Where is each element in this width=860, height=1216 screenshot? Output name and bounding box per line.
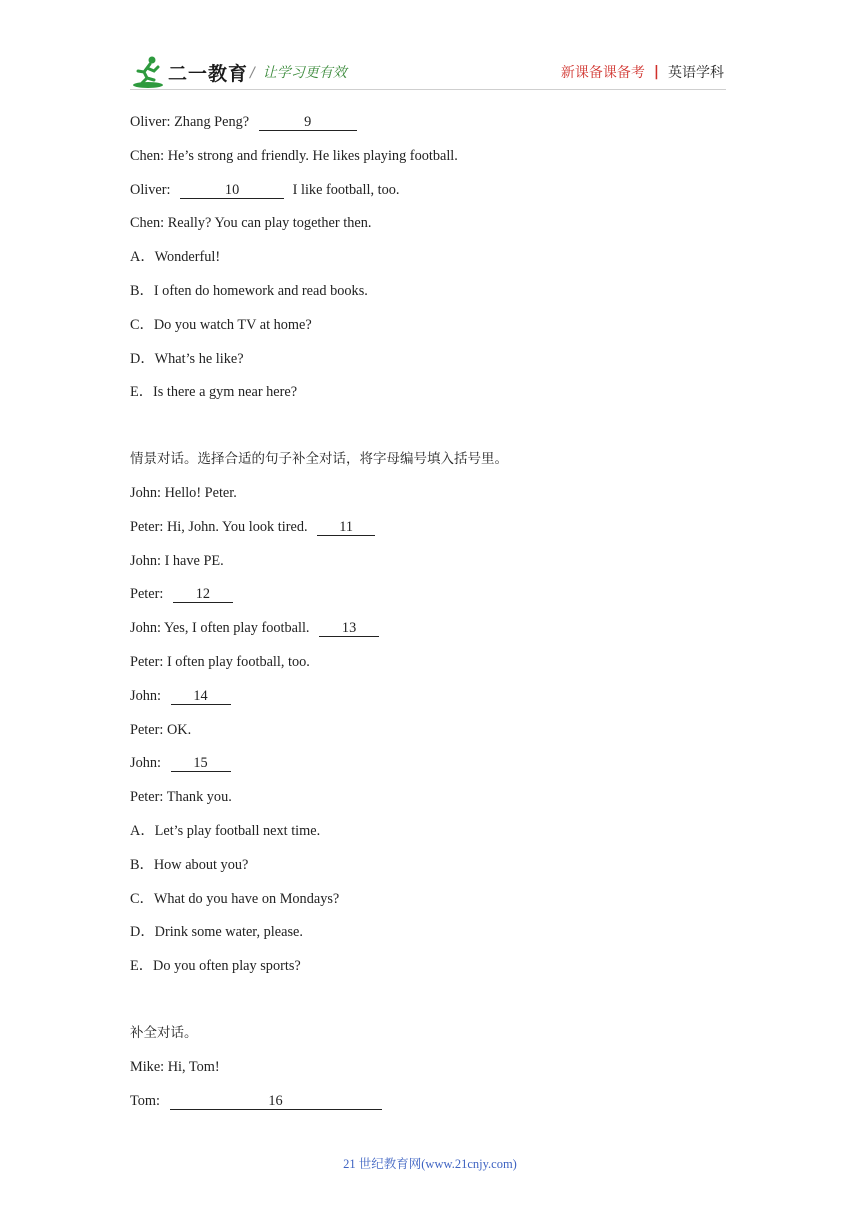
- answer-blank[interactable]: 12: [173, 586, 233, 603]
- header-left-label: 新课备课备考: [560, 65, 645, 81]
- dialogue-line: Chen: He’s strong and friendly. He likes playing football.: [130, 147, 458, 164]
- option-item: A．Wonderful!: [130, 249, 221, 266]
- header-divider: |: [653, 64, 659, 80]
- page-footer: 21 世纪教育网(www.21cnjy.com): [343, 1157, 517, 1171]
- option-item: B．How about you?: [130, 856, 249, 873]
- dialogue-line: Peter: OK.: [130, 721, 192, 738]
- answer-blank[interactable]: 13: [319, 620, 379, 637]
- dialogue-line: Peter: I often play football, too.: [130, 653, 310, 670]
- dialogue-line: Chen: Really? You can play together then.: [130, 215, 372, 232]
- option-item: C．What do you have on Mondays?: [130, 890, 340, 907]
- section-instruction: 补全对话。: [130, 1024, 198, 1041]
- option-item: D．What’s he like?: [130, 350, 244, 367]
- page-header: [130, 54, 726, 90]
- answer-blank[interactable]: 15: [171, 755, 231, 772]
- dialogue-line: Oliver: 10 I like football, too.: [130, 181, 400, 198]
- dialogue-line: John: Yes, I often play football. 13: [130, 618, 730, 652]
- answer-blank[interactable]: 10: [180, 182, 284, 199]
- dialogue-line: Peter: 12: [130, 584, 730, 618]
- dialogue-line: John: 15: [130, 753, 730, 787]
- dialogue-line: Peter: Thank you.: [130, 789, 232, 806]
- option-item: D．Drink some water, please.: [130, 924, 303, 941]
- answer-blank[interactable]: 16: [170, 1093, 382, 1110]
- document-body: [130, 112, 730, 1124]
- dialogue-line: John: I have PE.: [130, 552, 224, 569]
- dialogue-line: John: Hello! Peter.: [130, 484, 237, 501]
- dialogue-line: Mike: Hi, Tom!: [130, 1058, 220, 1075]
- dialogue-line: Oliver: Zhang Peng? 9: [130, 112, 730, 146]
- logo-text: 二一教育: [168, 62, 249, 85]
- dialogue-line: John: 14: [130, 686, 730, 720]
- header-rule: [130, 89, 726, 90]
- option-item: A．Let’s play football next time.: [130, 822, 321, 839]
- option-item: C．Do you watch TV at home?: [130, 316, 312, 333]
- header-subject: [561, 62, 724, 82]
- answer-blank[interactable]: 14: [171, 688, 231, 705]
- dialogue-line: Peter: Hi, John. You look tired. 11: [130, 517, 730, 551]
- option-item: B．I often do homework and read books.: [130, 282, 368, 299]
- header-subject-label: 英语学科: [668, 65, 724, 81]
- section-instruction: 情景对话。选择合适的句子补全对话，将字母编号填入括号里。: [130, 451, 508, 468]
- option-item: E．Do you often play sports?: [130, 958, 301, 975]
- answer-blank[interactable]: 9: [259, 114, 357, 131]
- option-item: E．Is there a gym near here?: [130, 384, 298, 401]
- answer-blank[interactable]: 11: [317, 519, 375, 536]
- logo: [130, 54, 248, 90]
- dialogue-line: Tom: 16: [130, 1091, 730, 1125]
- running-figure-logo-icon: [130, 54, 166, 90]
- slogan: / 让学习更有效: [250, 65, 347, 81]
